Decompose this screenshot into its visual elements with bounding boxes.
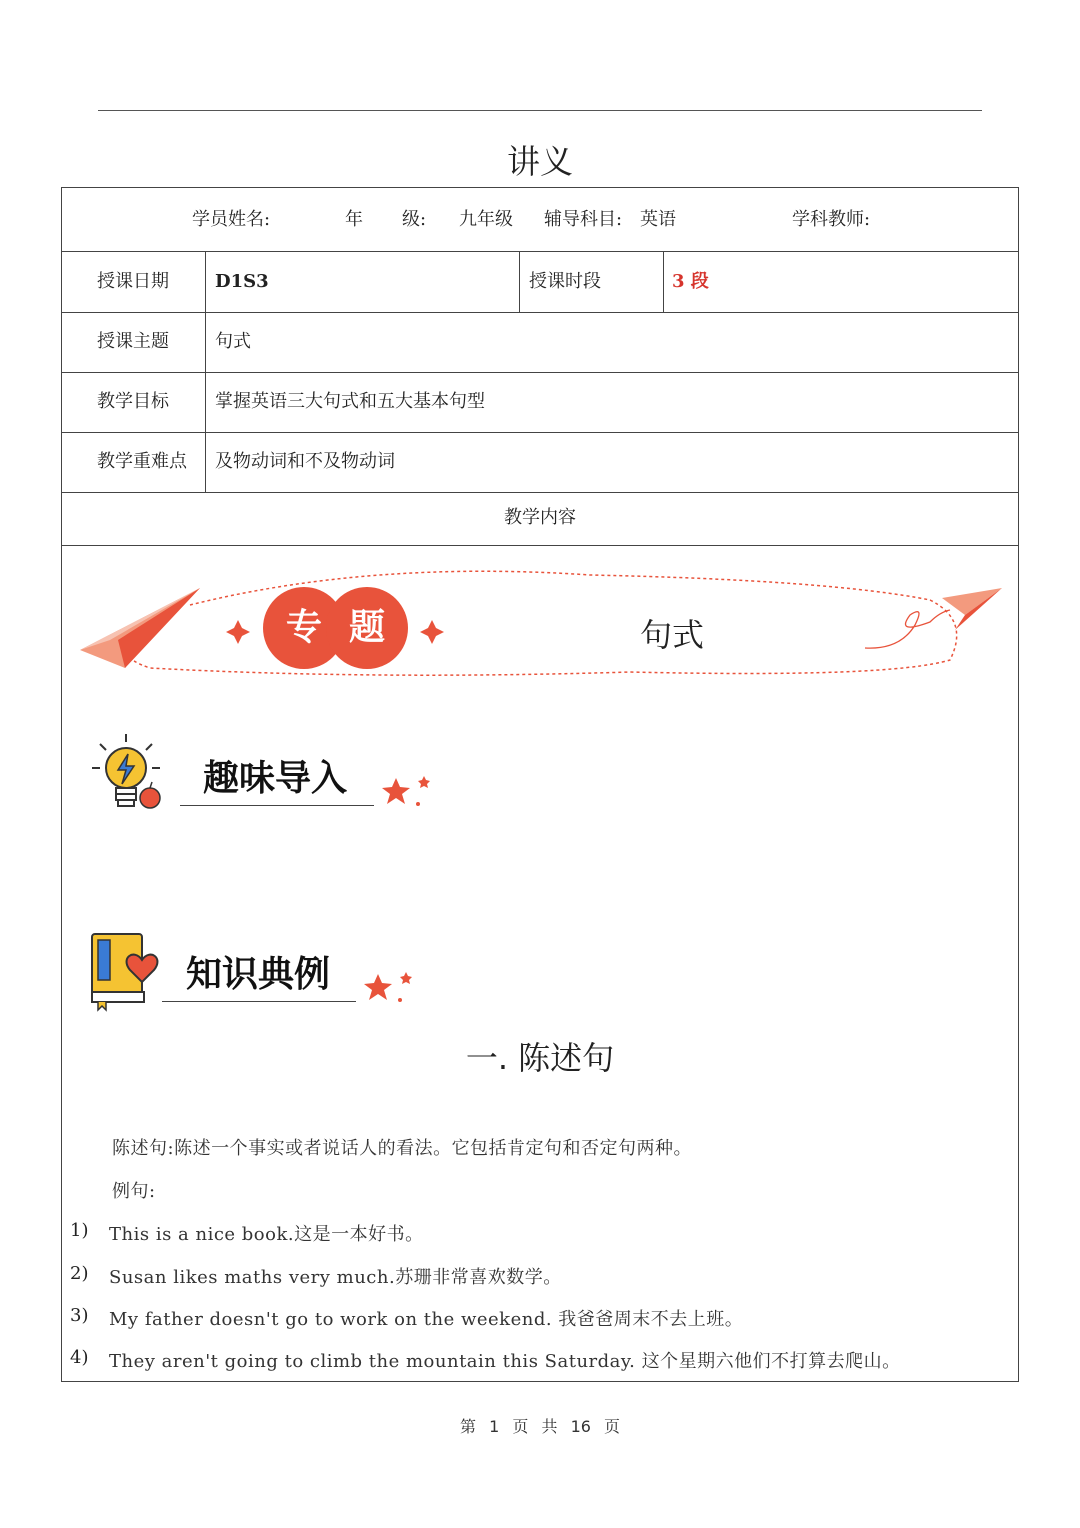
example-number: 2): [70, 1263, 89, 1284]
row-divider: [62, 545, 1018, 546]
lightbulb-icon: [88, 730, 168, 812]
book-heart-icon: [88, 930, 162, 1012]
date-value: D1S3: [215, 271, 269, 292]
topic-badge-2: 题: [326, 587, 408, 669]
paper-plane-right-icon: [942, 588, 1002, 630]
example-number: 1): [70, 1220, 89, 1241]
stars-icon: [382, 772, 434, 812]
row-divider: [62, 492, 1018, 493]
topic-banner: [70, 550, 1010, 710]
heading-underline: [162, 1001, 356, 1002]
page-number: 1: [489, 1417, 500, 1436]
definition-text: 陈述句:陈述一个事实或者说话人的看法。它包括肯定句和否定句两种。: [112, 1138, 693, 1159]
document-title: 讲义: [507, 142, 573, 181]
column-divider: [519, 251, 520, 312]
student-name-label: 学员姓名:: [192, 209, 271, 230]
intro-heading: 趣味导入: [203, 758, 348, 799]
grade-label-1: 年: [345, 209, 363, 230]
content-header: 教学内容: [504, 507, 576, 528]
example-number: 3): [70, 1305, 89, 1326]
period-label: 授课时段: [529, 271, 601, 292]
stars-icon: [364, 968, 416, 1008]
goal-label: 教学目标: [97, 391, 169, 412]
paper-plane-left-icon: [80, 588, 200, 668]
sparkle-icon: [226, 620, 250, 644]
header-rule: [98, 110, 982, 111]
column-divider: [663, 251, 664, 312]
footer-word: 第: [459, 1417, 476, 1436]
lesson-heading: 一. 陈述句: [465, 1039, 615, 1077]
banner-title: 句式: [640, 616, 705, 654]
footer-word: 共: [541, 1417, 558, 1436]
grade-value: 九年级: [459, 209, 513, 230]
sparkle-icon: [420, 620, 444, 644]
heading-underline: [180, 805, 374, 806]
example-sentence: This is a nice book.这是一本好书。: [109, 1224, 424, 1245]
footer-word: 页: [604, 1417, 621, 1436]
keypoint-value: 及物动词和不及物动词: [215, 451, 395, 472]
example-sentence: They aren't going to climb the mountain this Saturday. 这个星期六他们不打算去爬山。: [109, 1351, 901, 1372]
teacher-label: 学科教师:: [792, 209, 871, 230]
subject-label: 辅导科目:: [544, 209, 623, 230]
column-divider: [205, 251, 206, 492]
flight-trail: [865, 610, 950, 648]
examples-label: 例句:: [112, 1181, 156, 1202]
example-sentence: My father doesn't go to work on the weekend. 我爸爸周末不去上班。: [109, 1309, 744, 1330]
page-total: 16: [570, 1417, 591, 1436]
topic-badge-1: 专: [263, 587, 345, 669]
grade-label-2: 级:: [402, 209, 427, 230]
page-footer: [0, 1414, 1080, 1437]
example-number: 4): [70, 1347, 89, 1368]
example-sentence: Susan likes maths very much.苏珊非常喜欢数学。: [109, 1267, 562, 1288]
date-label: 授课日期: [97, 271, 169, 292]
footer-word: 页: [512, 1417, 529, 1436]
period-value: 3 段: [672, 271, 709, 292]
topic-label: 授课主题: [97, 331, 169, 352]
goal-value: 掌握英语三大句式和五大基本句型: [215, 391, 485, 412]
knowledge-heading: 知识典例: [186, 954, 331, 995]
keypoint-label: 教学重难点: [97, 451, 187, 472]
subject-value: 英语: [640, 209, 676, 230]
topic-value: 句式: [215, 331, 251, 352]
